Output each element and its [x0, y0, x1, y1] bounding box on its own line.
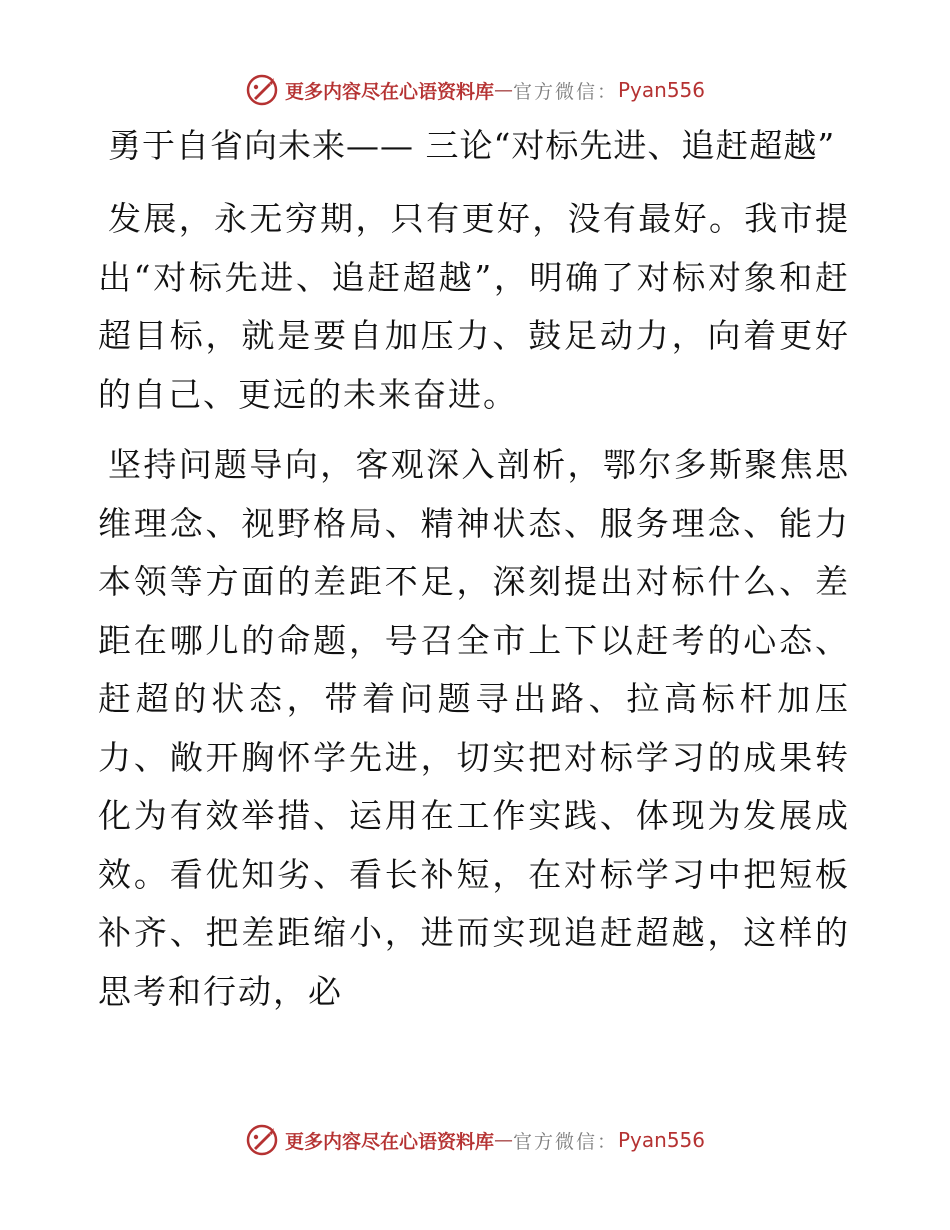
document-title: 勇于自省向未来—— 三论“对标先进、追赶超越”: [108, 126, 836, 165]
watermark-label: 官方微信：: [512, 80, 618, 103]
watermark-brand: 更多内容尽在心语资料库: [284, 80, 494, 103]
paragraph-2: 坚持问题导向，客观深入剖析，鄂尔多斯聚焦思维理念、视野格局、精神状态、服务理念、能力本领等方面的差距不足，深刻提出对标什么、差距在哪儿的命题，号召全市上下以赶考的心态、赶超的状态，带着问题寻出路、拉高标杆加压力、敞开胸怀学先进，切实把对标学习的成果转化为有效举措、运用在工作实践、体现为发展成效。看优知劣、看长补短，在对标学习中把短板补齐、把差距缩小，进而实现追赶超越，这样的思考和行动，必: [98, 445, 850, 1011]
paragraph-1: 发展，永无穷期，只有更好，没有最好。我市提出“对标先进、追赶超越”，明确了对标对象和赶超目标，就是要自加压力、鼓足动力，向着更好的自己、更远的未来奋进。: [98, 199, 850, 414]
quill-pen-logo-icon: [245, 1123, 279, 1157]
header-watermark: [0, 68, 950, 112]
watermark-wechat-id: Pyan556: [618, 78, 706, 102]
watermark-dash: —: [493, 1129, 513, 1151]
document-body: [98, 120, 850, 1033]
watermark-dash: —: [493, 79, 513, 101]
watermark-label: 官方微信：: [512, 1130, 618, 1153]
watermark-wechat-id: Pyan556: [618, 1128, 706, 1152]
footer-watermark: [0, 1118, 950, 1162]
watermark-brand: 更多内容尽在心语资料库: [284, 1130, 494, 1153]
quill-pen-logo-icon: [245, 73, 279, 107]
